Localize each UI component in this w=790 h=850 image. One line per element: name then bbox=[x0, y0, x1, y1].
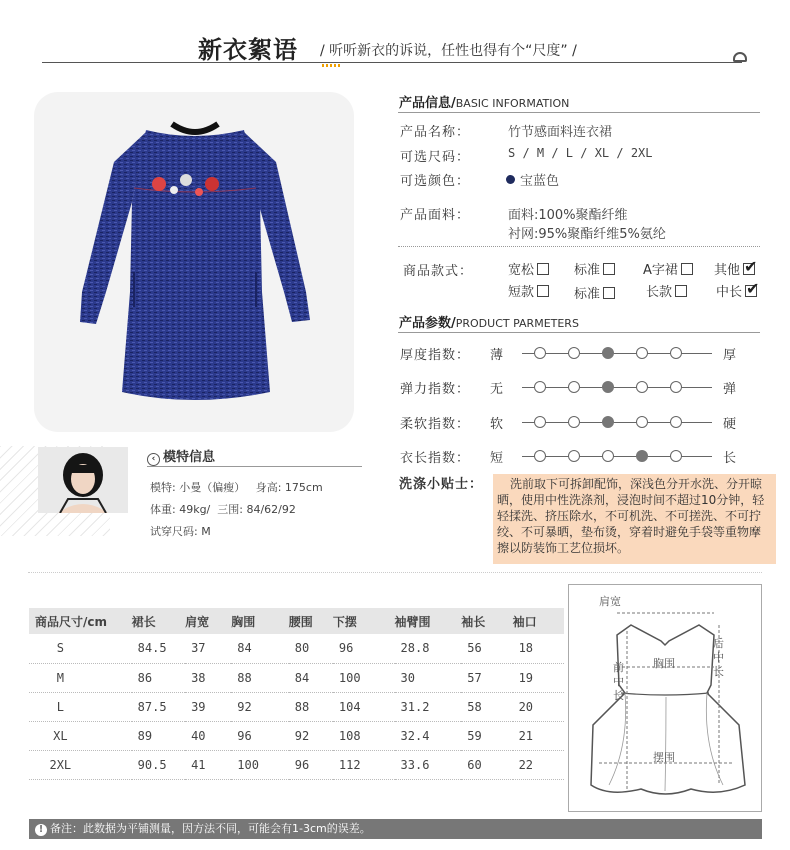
measure-cell: 90.5 bbox=[132, 750, 185, 779]
measure-cell: 96 bbox=[289, 750, 333, 779]
measure-cell: 84 bbox=[289, 663, 333, 692]
size-table bbox=[29, 608, 564, 780]
size-cell: L bbox=[29, 692, 132, 721]
color-swatch bbox=[506, 175, 515, 184]
basic-info-divider bbox=[398, 112, 760, 113]
slider-knob bbox=[534, 381, 546, 393]
model-line-2: 体重: 49kg/ 三围: 84/62/92 bbox=[150, 503, 296, 516]
measure-cell: 88 bbox=[289, 692, 333, 721]
size-cell: XL bbox=[29, 721, 132, 750]
measure-cell: 38 bbox=[185, 663, 231, 692]
fabric-line-1: 面料:100%聚酯纤维 bbox=[508, 208, 628, 223]
measure-cell: 87.5 bbox=[132, 692, 185, 721]
measure-cell: 19 bbox=[513, 663, 564, 692]
label-shoulder: 肩宽 bbox=[599, 595, 621, 608]
slider-knob-selected bbox=[636, 450, 648, 462]
params-title: 产品参数/PRODUCT PARMETERS bbox=[399, 316, 579, 331]
slider-knob-selected bbox=[602, 416, 614, 428]
label-chest: 胸围 bbox=[653, 657, 675, 670]
header-chest: 胸围 bbox=[231, 608, 289, 634]
product-name-value: 竹节感面料连衣裙 bbox=[508, 125, 613, 140]
measure-cell: 80 bbox=[289, 634, 333, 663]
slider-knob-selected bbox=[602, 381, 614, 393]
brand-title: 新衣絮语 bbox=[198, 35, 298, 64]
measure-cell: 37 bbox=[185, 634, 231, 663]
measure-cell: 22 bbox=[513, 750, 564, 779]
slider-knob bbox=[670, 381, 682, 393]
page-header bbox=[0, 0, 790, 70]
measure-cell: 108 bbox=[333, 721, 395, 750]
header-shoulder: 肩宽 bbox=[185, 608, 231, 634]
slider-knob bbox=[568, 450, 580, 462]
measure-cell: 60 bbox=[461, 750, 512, 779]
size-cell: 2XL bbox=[29, 750, 132, 779]
table-row bbox=[29, 634, 564, 663]
measure-cell: 84.5 bbox=[132, 634, 185, 663]
measure-cell: 31.2 bbox=[395, 692, 462, 721]
fabric-label: 产品面料： bbox=[400, 208, 471, 223]
measure-cell: 56 bbox=[461, 634, 512, 663]
style-option-standard-fit: 标准 bbox=[574, 259, 615, 278]
checkbox bbox=[681, 263, 693, 275]
slider-knob bbox=[670, 347, 682, 359]
basic-info-title: 产品信息/BASIC INFORMATION bbox=[399, 96, 570, 111]
style-option-long: 长款 bbox=[646, 281, 687, 300]
header-accent-dots bbox=[322, 64, 342, 67]
dress-illustration bbox=[34, 92, 354, 432]
measure-cell: 32.4 bbox=[395, 721, 462, 750]
measure-cell: 112 bbox=[333, 750, 395, 779]
header-hem: 下摆 bbox=[333, 608, 395, 634]
measure-cell: 33.6 bbox=[395, 750, 462, 779]
softness-index: 柔软指数： 软 硬 bbox=[400, 417, 737, 432]
measure-cell: 58 bbox=[461, 692, 512, 721]
model-line-1: 模特: 小曼（偏瘦） 身高: 175cm bbox=[150, 481, 323, 494]
footer-note: ! 备注：此数据为平铺测量，因方法不同，可能会有1-3cm的误差。 bbox=[29, 819, 762, 839]
header-cuff: 袖口 bbox=[513, 608, 564, 634]
params-divider bbox=[398, 332, 760, 333]
product-name-label: 产品名称： bbox=[400, 125, 471, 140]
slider-knob bbox=[568, 347, 580, 359]
model-info-title: ‹ 模特信息 bbox=[147, 446, 215, 466]
header-sleeve-length: 袖长 bbox=[461, 608, 512, 634]
measurement-diagram bbox=[568, 584, 762, 812]
product-photo bbox=[34, 92, 354, 432]
style-divider-top bbox=[398, 246, 760, 247]
checkbox bbox=[537, 263, 549, 275]
header-divider bbox=[42, 62, 742, 63]
header-dress-length: 裙长 bbox=[132, 608, 185, 634]
slider-track bbox=[522, 353, 712, 354]
slider-knob bbox=[636, 381, 648, 393]
color-value: 宝蓝色 bbox=[506, 170, 559, 189]
measure-cell: 59 bbox=[461, 721, 512, 750]
length-index: 衣长指数： 短 长 bbox=[400, 451, 737, 466]
checkbox bbox=[603, 263, 615, 275]
cloud-icon bbox=[733, 52, 747, 62]
style-option-a-line: A字裙 bbox=[643, 259, 693, 278]
measure-cell: 89 bbox=[132, 721, 185, 750]
measure-cell: 96 bbox=[333, 634, 395, 663]
slider-knob bbox=[636, 416, 648, 428]
wash-tips-title: 洗涤小贴士： bbox=[399, 477, 484, 492]
model-line-3: 试穿尺码: M bbox=[150, 525, 211, 538]
slider-knob bbox=[670, 416, 682, 428]
model-photo bbox=[38, 447, 128, 513]
measure-cell: 20 bbox=[513, 692, 564, 721]
size-value: S / M / L / XL / 2XL bbox=[508, 146, 653, 160]
table-row bbox=[29, 750, 564, 779]
style-option-mid-length: 中长✔ bbox=[716, 281, 757, 300]
elasticity-index: 弹力指数： 无 弹 bbox=[400, 382, 737, 397]
checkbox-checked bbox=[743, 263, 755, 275]
size-cell: M bbox=[29, 663, 132, 692]
measure-cell: 84 bbox=[231, 634, 289, 663]
slider-track bbox=[522, 422, 712, 423]
checkbox bbox=[603, 287, 615, 299]
checkbox bbox=[675, 285, 687, 297]
measure-cell: 21 bbox=[513, 721, 564, 750]
size-cell: S bbox=[29, 634, 132, 663]
style-option-standard-length: 标准 bbox=[574, 283, 615, 302]
header-size: 商品尺寸/cm bbox=[29, 608, 132, 634]
style-label: 商品款式： bbox=[403, 264, 474, 279]
table-row bbox=[29, 663, 564, 692]
style-option-other: 其他✔ bbox=[714, 259, 755, 278]
slider-track bbox=[522, 456, 712, 457]
table-row bbox=[29, 692, 564, 721]
label-front-length: 前中长 bbox=[613, 661, 624, 702]
measure-cell: 40 bbox=[185, 721, 231, 750]
arrow-left-icon: ‹ bbox=[147, 453, 160, 466]
slider-knob bbox=[602, 450, 614, 462]
header-waist: 腰围 bbox=[289, 608, 333, 634]
slider-knob bbox=[636, 347, 648, 359]
slider-track bbox=[522, 387, 712, 388]
slider-knob-selected bbox=[602, 347, 614, 359]
thickness-index: 厚度指数： 薄 厚 bbox=[400, 348, 737, 363]
info-icon: ! bbox=[35, 824, 47, 836]
measure-cell: 18 bbox=[513, 634, 564, 663]
header-arm: 袖臂围 bbox=[395, 608, 462, 634]
checkbox-checked bbox=[745, 285, 757, 297]
table-row bbox=[29, 721, 564, 750]
color-label: 可选颜色： bbox=[400, 174, 471, 189]
style-option-short: 短款 bbox=[508, 281, 549, 300]
model-divider bbox=[147, 466, 362, 467]
measure-cell: 96 bbox=[231, 721, 289, 750]
measure-cell: 86 bbox=[132, 663, 185, 692]
header-slogan: / 听听新衣的诉说，任性也得有个“尺度” / bbox=[320, 43, 577, 59]
measure-cell: 28.8 bbox=[395, 634, 462, 663]
measure-cell: 39 bbox=[185, 692, 231, 721]
slider-knob bbox=[568, 416, 580, 428]
measure-cell: 30 bbox=[395, 663, 462, 692]
size-table-header bbox=[29, 608, 564, 634]
slider-knob bbox=[534, 450, 546, 462]
checkbox bbox=[537, 285, 549, 297]
label-hem: 摆围 bbox=[653, 751, 675, 764]
label-back-length: 后中长 bbox=[713, 637, 724, 678]
size-label: 可选尺码： bbox=[400, 150, 471, 165]
slider-knob bbox=[670, 450, 682, 462]
measure-cell: 88 bbox=[231, 663, 289, 692]
section-divider bbox=[28, 572, 762, 573]
measure-cell: 57 bbox=[461, 663, 512, 692]
measure-cell: 41 bbox=[185, 750, 231, 779]
slider-knob bbox=[568, 381, 580, 393]
measure-cell: 92 bbox=[231, 692, 289, 721]
slider-knob bbox=[534, 347, 546, 359]
wash-tips-text: 洗前取下可拆卸配饰，深浅色分开水洗、分开晾晒，使用中性洗涤剂，浸泡时间不超过10分钟，轻轻揉洗、挤压除水，不可机洗、不可搓洗、不可拧绞、不可暴晒，垫布烫，穿着时避免手袋等重物摩擦以防装饰工艺位损坏。 bbox=[493, 474, 776, 564]
slider-knob bbox=[534, 416, 546, 428]
fabric-line-2: 衬网:95%聚酯纤维5%氨纶 bbox=[508, 227, 666, 242]
measure-cell: 92 bbox=[289, 721, 333, 750]
measure-cell: 104 bbox=[333, 692, 395, 721]
measure-cell: 100 bbox=[231, 750, 289, 779]
measure-cell: 100 bbox=[333, 663, 395, 692]
style-option-loose: 宽松 bbox=[508, 259, 549, 278]
